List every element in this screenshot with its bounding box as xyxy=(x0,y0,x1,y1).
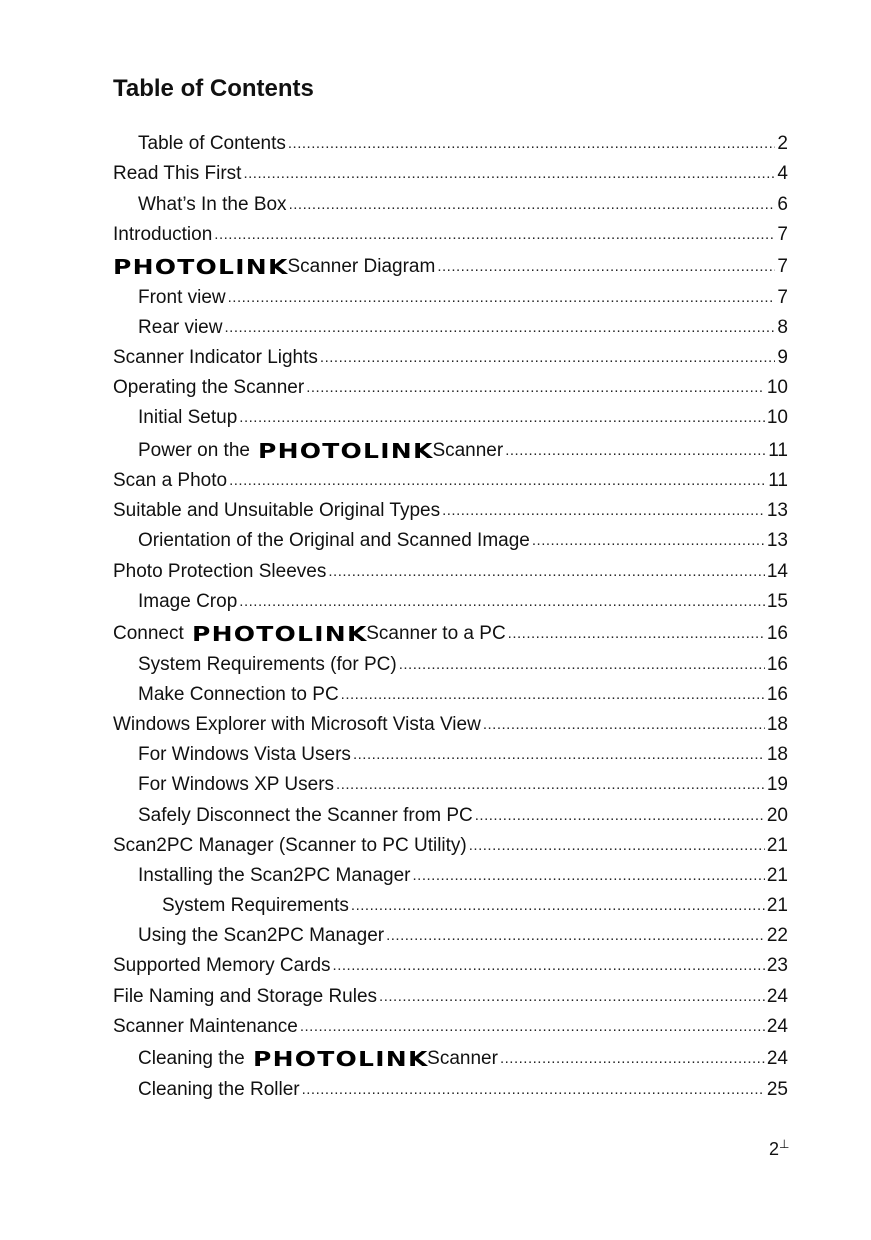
photolink-logo: PHOTOLINK xyxy=(113,255,289,280)
dot-leader xyxy=(413,865,765,887)
dot-leader xyxy=(300,1016,765,1038)
dot-leader xyxy=(475,805,765,827)
toc-entry-title: Orientation of the Original and Scanned Image xyxy=(138,530,530,552)
toc-entry-page-number: 14 xyxy=(766,560,788,582)
photolink-logo: PHOTOLINK xyxy=(257,438,434,463)
toc-entry-page-number: 24 xyxy=(766,1048,788,1070)
toc-entry[interactable] xyxy=(113,278,788,308)
dot-leader xyxy=(229,470,766,492)
toc-entry-text-before-logo: Cleaning the xyxy=(138,1048,245,1070)
toc-entry-title: Initial Setup xyxy=(138,407,238,429)
toc-entry-title: Rear view xyxy=(138,316,223,338)
dot-leader xyxy=(288,133,776,155)
toc-entry-page-number: 11 xyxy=(768,439,788,461)
toc-entry-page-number: 18 xyxy=(766,713,788,735)
toc-entry[interactable] xyxy=(113,155,788,185)
dot-leader xyxy=(224,317,775,339)
toc-entry-page-number: 22 xyxy=(766,925,788,947)
dot-leader xyxy=(306,377,765,399)
toc-entry[interactable] xyxy=(113,216,788,246)
dot-leader xyxy=(483,714,765,736)
toc-entry[interactable] xyxy=(113,462,788,492)
dot-leader xyxy=(505,440,766,462)
toc-entry[interactable] xyxy=(113,1008,788,1038)
toc-entry[interactable] xyxy=(113,613,788,646)
toc-entry-page-number: 9 xyxy=(777,346,788,368)
photolink-logo: PHOTOLINK xyxy=(252,1047,429,1072)
toc-entry-title: Front view xyxy=(138,286,226,308)
dot-leader xyxy=(328,561,765,583)
toc-entry-page-number: 16 xyxy=(766,653,788,675)
toc-entry-title: Scanner Maintenance xyxy=(113,1015,298,1037)
toc-entry-page-number: 10 xyxy=(766,407,788,429)
toc-entry-title: Suitable and Unsuitable Original Types xyxy=(113,500,441,522)
toc-entry-page-number: 7 xyxy=(777,256,788,278)
toc-entry-page-number: 7 xyxy=(777,223,788,245)
dot-leader xyxy=(351,895,765,917)
dot-leader xyxy=(379,986,765,1008)
dot-leader xyxy=(243,163,775,185)
page-number-value: 2 xyxy=(769,1139,780,1159)
table-of-contents xyxy=(113,125,788,1101)
dot-leader xyxy=(399,654,765,676)
toc-entry[interactable] xyxy=(113,645,788,675)
toc-entry-title: For Windows XP Users xyxy=(138,774,335,796)
toc-entry-page-number: 11 xyxy=(768,470,788,492)
toc-entry-page-number: 23 xyxy=(766,955,788,977)
toc-entry-title: Image Crop xyxy=(138,590,238,612)
toc-entry-page-number: 16 xyxy=(766,683,788,705)
toc-entry[interactable] xyxy=(113,917,788,947)
toc-entry-page-number: 21 xyxy=(766,834,788,856)
toc-entry-page-number: 24 xyxy=(766,985,788,1007)
toc-entry-title: File Naming and Storage Rules xyxy=(113,985,378,1007)
toc-entry-title xyxy=(138,440,503,462)
toc-entry[interactable] xyxy=(113,766,788,796)
toc-entry[interactable] xyxy=(113,676,788,706)
toc-entry-page-number: 20 xyxy=(766,804,788,826)
toc-entry[interactable] xyxy=(113,947,788,977)
toc-entry-title: Windows Explorer with Microsoft Vista View xyxy=(113,713,481,735)
toc-entry[interactable] xyxy=(113,706,788,736)
toc-entry-page-number: 4 xyxy=(777,163,788,185)
dot-leader xyxy=(289,194,776,216)
toc-entry[interactable] xyxy=(113,185,788,215)
toc-entry-title: Cleaning the Roller xyxy=(138,1078,300,1100)
dot-leader xyxy=(532,530,765,552)
toc-entry-text-after-logo: Scanner xyxy=(432,439,504,461)
toc-entry-title: System Requirements xyxy=(162,895,349,917)
toc-entry-title: Table of Contents xyxy=(138,133,286,155)
dot-leader xyxy=(469,835,765,857)
dot-leader xyxy=(353,744,765,766)
page-number xyxy=(769,1137,789,1160)
toc-entry-page-number: 8 xyxy=(777,316,788,338)
toc-entry[interactable] xyxy=(113,583,788,613)
toc-entry[interactable] xyxy=(113,1038,788,1071)
dot-leader xyxy=(508,623,765,645)
toc-entry-page-number: 13 xyxy=(766,500,788,522)
page-title: Table of Contents xyxy=(113,75,314,102)
dot-leader xyxy=(333,955,765,977)
toc-entry-page-number: 10 xyxy=(766,377,788,399)
toc-entry-title: Scan2PC Manager (Scanner to PC Utility) xyxy=(113,834,467,856)
toc-entry[interactable] xyxy=(113,369,788,399)
toc-entry-title: What’s In the Box xyxy=(138,193,287,215)
toc-entry[interactable] xyxy=(113,887,788,917)
toc-entry[interactable] xyxy=(113,399,788,429)
toc-entry-title xyxy=(113,256,435,278)
toc-entry-title: For Windows Vista Users xyxy=(138,744,351,766)
toc-entry[interactable] xyxy=(113,522,788,552)
toc-entry-text-after-logo: Scanner Diagram xyxy=(287,256,436,278)
dot-leader xyxy=(442,500,765,522)
toc-entry-page-number: 21 xyxy=(766,895,788,917)
toc-entry-page-number: 13 xyxy=(766,530,788,552)
toc-entry[interactable] xyxy=(113,736,788,766)
dot-leader xyxy=(214,224,775,246)
toc-entry-title: Scanner Indicator Lights xyxy=(113,346,318,368)
toc-entry-title: Make Connection to PC xyxy=(138,683,339,705)
dot-leader xyxy=(302,1079,765,1101)
toc-entry[interactable] xyxy=(113,309,788,339)
toc-entry[interactable] xyxy=(113,125,788,155)
photolink-logo: PHOTOLINK xyxy=(191,622,368,647)
toc-entry[interactable] xyxy=(113,339,788,369)
toc-entry-page-number: 18 xyxy=(766,744,788,766)
toc-entry-title: Read This First xyxy=(113,163,242,185)
dot-leader xyxy=(320,347,776,369)
toc-entry-page-number: 24 xyxy=(766,1015,788,1037)
toc-entry-page-number: 25 xyxy=(766,1078,788,1100)
paragraph-mark: ⊥ xyxy=(779,1137,790,1151)
toc-entry[interactable] xyxy=(113,246,788,279)
toc-entry-page-number: 6 xyxy=(777,193,788,215)
toc-entry-text-after-logo: Scanner xyxy=(427,1048,498,1070)
toc-entry-text-before-logo: Connect xyxy=(113,623,184,645)
toc-entry-page-number: 15 xyxy=(766,590,788,612)
dot-leader xyxy=(239,407,765,429)
dot-leader xyxy=(239,591,765,613)
toc-entry-page-number: 7 xyxy=(777,286,788,308)
toc-entry[interactable] xyxy=(113,857,788,887)
dot-leader xyxy=(437,256,775,278)
toc-entry-text-before-logo: Power on the xyxy=(138,439,250,461)
toc-entry-title: Introduction xyxy=(113,223,213,245)
toc-entry-title: Scan a Photo xyxy=(113,470,228,492)
dot-leader xyxy=(228,287,776,309)
toc-entry[interactable] xyxy=(113,796,788,826)
dot-leader xyxy=(386,925,765,947)
toc-entry-title: Supported Memory Cards xyxy=(113,955,331,977)
toc-entry-title xyxy=(138,1048,498,1070)
toc-entry-page-number: 16 xyxy=(766,623,788,645)
toc-entry-title: Using the Scan2PC Manager xyxy=(138,925,385,947)
toc-entry-title: Operating the Scanner xyxy=(113,377,305,399)
toc-entry-text-after-logo: Scanner to a PC xyxy=(366,623,506,645)
toc-entry-title: Safely Disconnect the Scanner from PC xyxy=(138,804,473,826)
toc-entry-title: System Requirements (for PC) xyxy=(138,653,397,675)
dot-leader xyxy=(500,1048,765,1070)
toc-entry[interactable] xyxy=(113,977,788,1007)
toc-entry[interactable] xyxy=(113,552,788,582)
toc-entry-page-number: 2 xyxy=(777,133,788,155)
toc-entry[interactable] xyxy=(113,827,788,857)
dot-leader xyxy=(341,684,765,706)
toc-entry-title: Photo Protection Sleeves xyxy=(113,560,327,582)
toc-entry-page-number: 21 xyxy=(766,864,788,886)
toc-entry[interactable] xyxy=(113,492,788,522)
toc-entry-title: Installing the Scan2PC Manager xyxy=(138,864,411,886)
toc-entry-page-number: 19 xyxy=(766,774,788,796)
toc-entry[interactable] xyxy=(113,429,788,462)
toc-entry[interactable] xyxy=(113,1070,788,1100)
toc-entry-title xyxy=(113,623,506,645)
dot-leader xyxy=(336,774,765,796)
